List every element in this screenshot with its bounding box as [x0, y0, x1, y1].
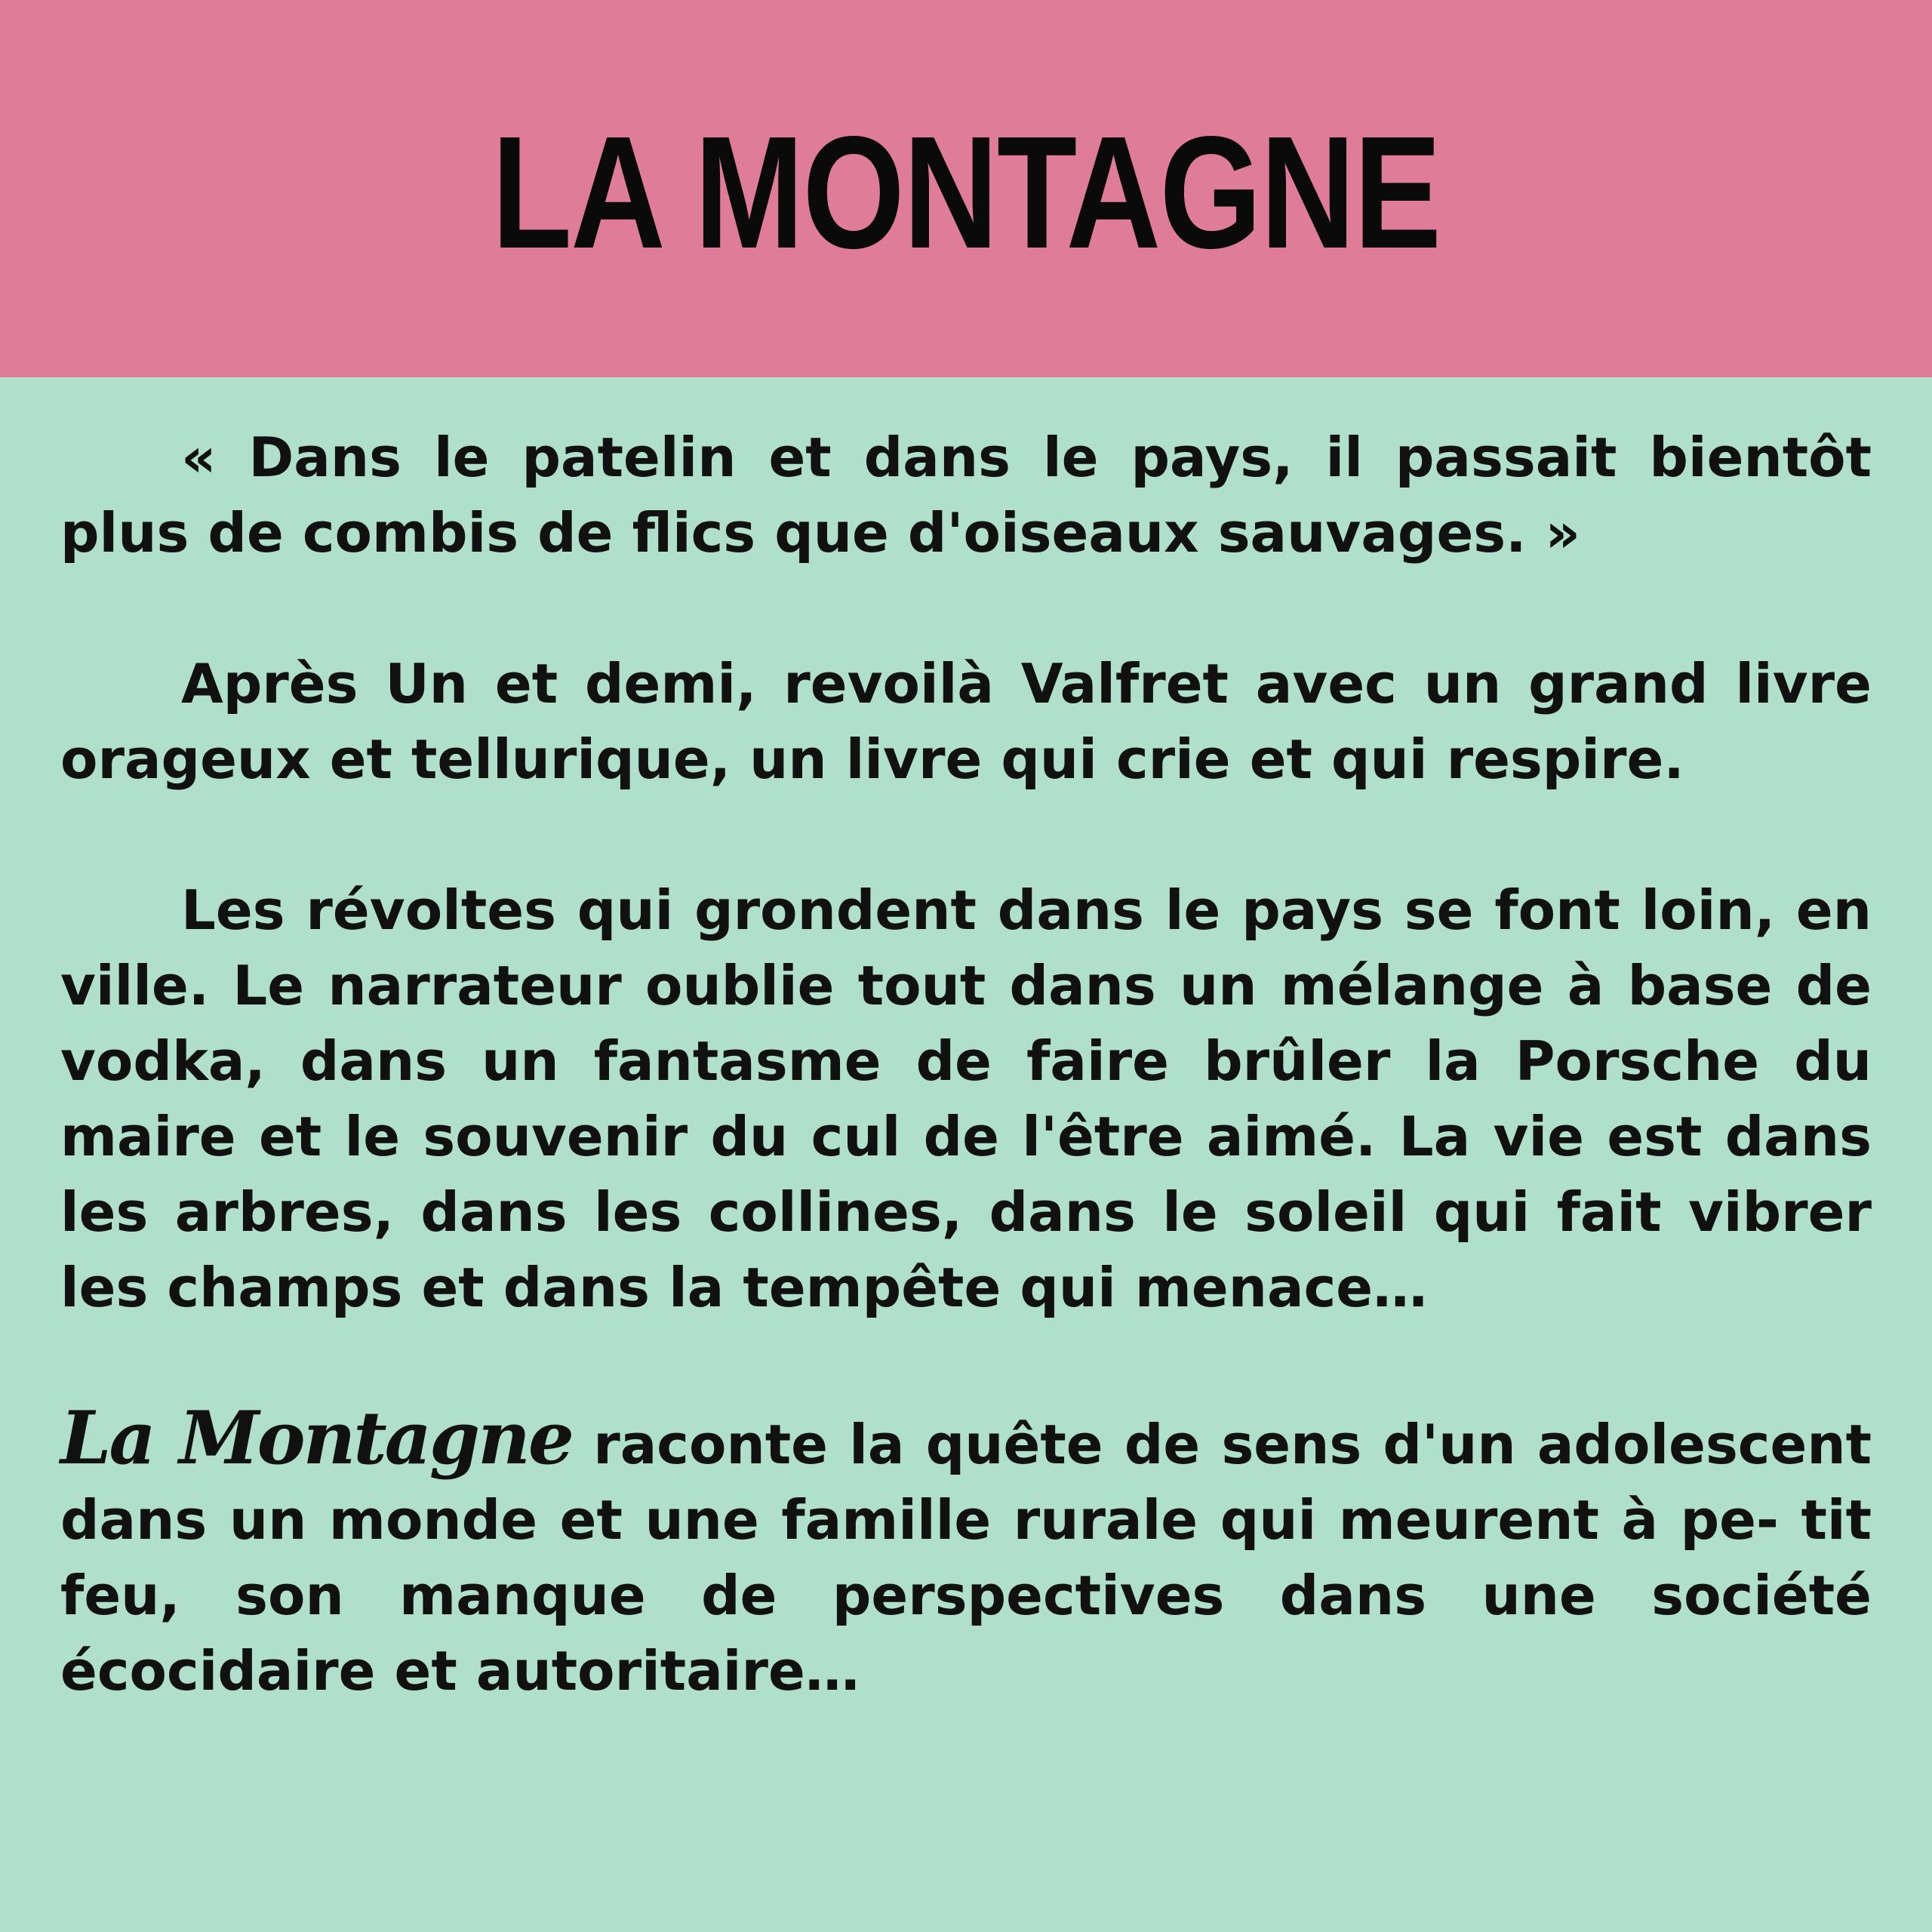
summary-paragraph — [60, 1395, 1872, 1709]
intro-paragraph: Après Un et demi, revoilà Valfret avec un grand livre orageux et tellurique, un livre qui crie et qui respire. — [60, 652, 1872, 791]
book-title: La Montagne — [60, 1395, 572, 1481]
plot-paragraph: Les révoltes qui grondent dans le pays se font loin, en ville. Le narrateur oublie tout dans un mélange à base de vodka, dans un fantasme de faire brûler la Porsche du maire et le souvenir du cul de l'être aimé. La vie est dans les arbres, dans les collines, dans le soleil qui fait vibrer les champs et dans la tempête qui menace… — [60, 878, 1872, 1319]
description-text — [60, 420, 1872, 1784]
quote-paragraph: « Dans le patelin et dans le pays, il passait bientôt plus de combis de flics que d'oiseaux sauvages. » — [60, 426, 1872, 565]
page-title: LA MONTAGNE — [491, 103, 1441, 281]
summary-text: raconte la quête de sens d'un adolescent dans un monde et une famille rurale qui meurent à pe- tit feu, son manque de perspectives dans une société écocidaire et autoritaire… — [60, 1413, 1872, 1703]
header-banner — [0, 0, 1932, 377]
